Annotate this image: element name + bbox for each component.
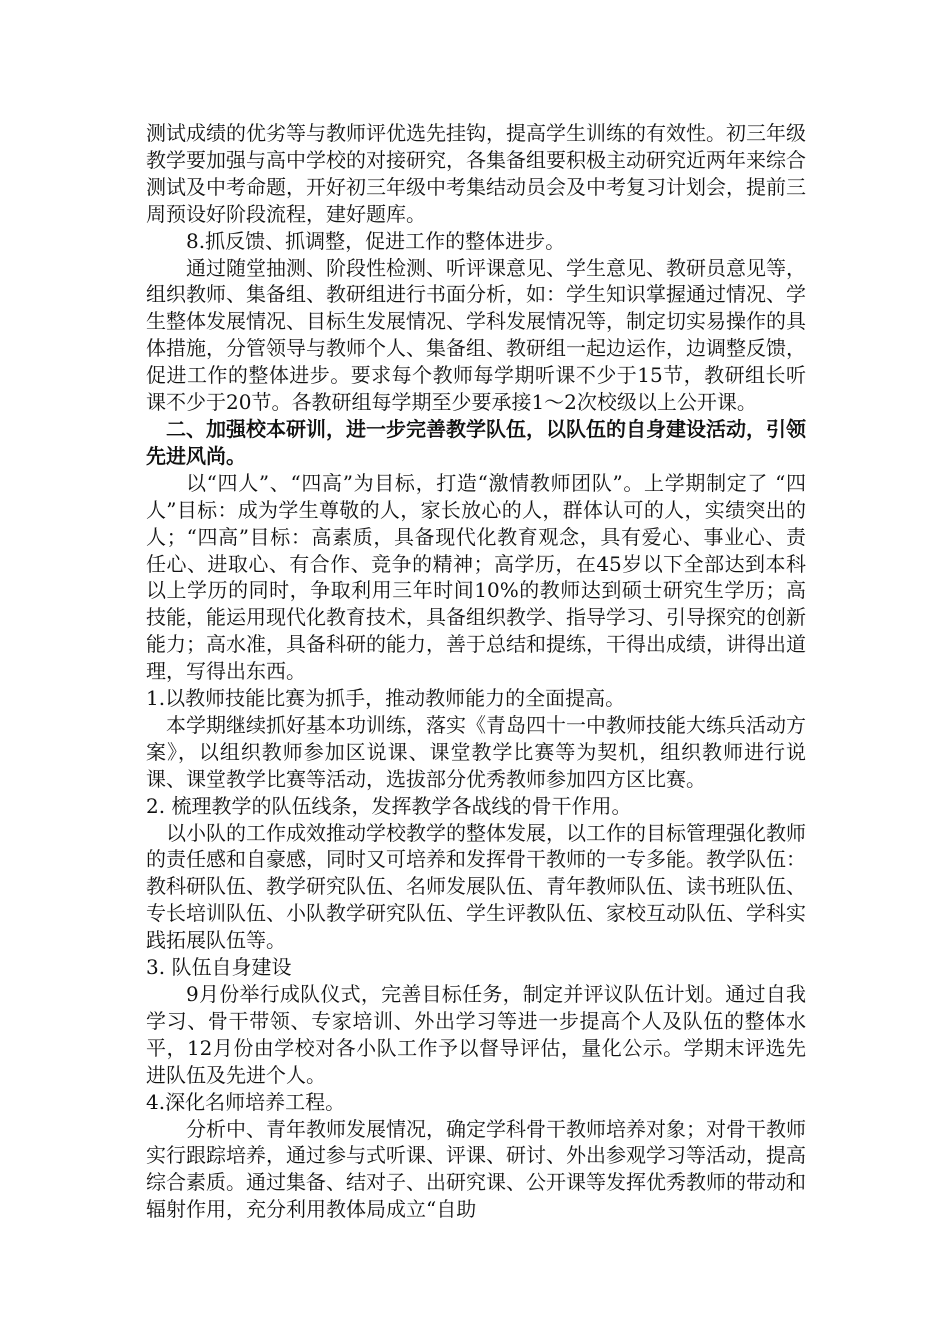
document-page bbox=[146, 120, 806, 1223]
paragraph-team-building: 9月份举行成队仪式，完善目标任务，制定并评议队伍计划。通过自我学习、骨干带领、专家培训、外出学习等进一步提高个人及队伍的整体水平，12月份由学校对各小队工作予以督导评估，量化公示。学期末评选先进队伍及先进个人。 bbox=[146, 982, 806, 1087]
paragraph-item-4: 4.深化名师培养工程。 bbox=[146, 1089, 346, 1114]
paragraph-famous-teacher: 分析中、青年教师发展情况，确定学科骨干教师培养对象；对骨干教师实行跟踪培养，通过参与式听课、评课、研讨、外出参观学习等活动，提高综合素质。通过集备、结对子、出研究课、公开课等发挥优秀教师的带动和辐射作用，充分利用教体局成立“自助 bbox=[146, 1116, 806, 1222]
paragraph-four-goals: 以“四人”、“四高”为目标，打造“激情教师团队”。上学期制定了 “四人”目标：成为学生尊敬的人，家长放心的人，群体认可的人，实绩突出的人；“四高”目标：高素质，具备现代化教育观念，具有爱心、事业心、责任心、进取心、有合作、竞争的精神；高学历，在45岁以下全部达到本科以上学历的同时，争取利用三年时间10%的教师达到硕士研究生学历；高技能，能运用现代化教育技术，具备组织教学、指导学习、引导探究的创新能力；高水准，具备科研的能力，善于总结和提练，干得出成绩，讲得出道理，写得出东西。 bbox=[146, 470, 806, 684]
paragraph-feedback: 通过随堂抽测、阶段性检测、听评课意见、学生意见、教研员意见等，组织教师、集备组、教研组进行书面分析，如：学生知识掌握通过情况、学生整体发展情况、目标生发展情况、学科发展情况等，制定切实易操作的具体措施，分管领导与教师个人、集备组、教研组一起边运作，边调整反馈，促进工作的整体进步。要求每个教师每学期听课不少于15节，教研组长听课不少于20节。各教研组每学期至少要承接1～2次校级以上公开课。 bbox=[146, 255, 806, 415]
paragraph-team-lines: 以小队的工作成效推动学校教学的整体发展，以工作的目标管理强化教师的责任感和自豪感，同时又可培养和发挥骨干教师的一专多能。教学队伍：教科研队伍、教学研究队伍、名师发展队伍、青年教师队伍、读书班队伍、专长培训队伍、小队教学研究队伍、学生评教队伍、家校互动队伍、学科实践拓展队伍等。 bbox=[146, 820, 806, 953]
paragraph-item-3: 3. 队伍自身建设 bbox=[146, 955, 292, 980]
paragraph-continuation: 测试成绩的优劣等与教师评优选先挂钩，提高学生训练的有效性。初三年级教学要加强与高中学校的对接研究，各集备组要积极主动研究近两年来综合测试及中考命题，开好初三年级中考集结动员会及中考复习计划会，提前三周预设好阶段流程，建好题库。 bbox=[146, 121, 806, 226]
section-heading-2: 二、加强校本研训，进一步完善教学队伍，以队伍的自身建设活动，引领先进风尚。 bbox=[146, 416, 806, 468]
paragraph-item-2: 2. 梳理教学的队伍线条，发挥教学各战线的骨干作用。 bbox=[146, 793, 632, 818]
paragraph-item-8: 8.抓反馈、抓调整，促进工作的整体进步。 bbox=[186, 228, 566, 253]
paragraph-skill-training: 本学期继续抓好基本功训练，落实《青岛四十一中教师技能大练兵活动方案》，以组织教师参加区说课、课堂教学比赛等为契机，组织教师进行说课、课堂教学比赛等活动，选拔部分优秀教师参加四方区比赛。 bbox=[146, 712, 806, 791]
paragraph-item-1: 1.以教师技能比赛为抓手，推动教师能力的全面提高。 bbox=[146, 686, 626, 711]
